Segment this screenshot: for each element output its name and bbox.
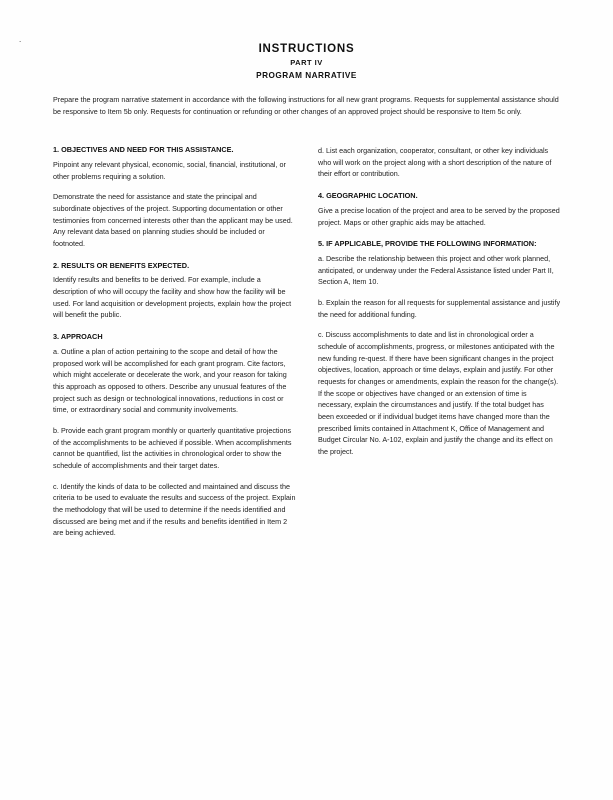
section-3-heading: 3. APPROACH: [53, 332, 103, 342]
section-2-heading: 2. RESULTS OR BENEFITS EXPECTED.: [53, 260, 190, 270]
intro-paragraph: Prepare the program narrative statement in accordance with the following instructions for all new grant programs. Requests for supplemental assistance should be responsive to Item 5b only. Requests for continuation or refunding or other changes of an approved project should be responsive to Item 5c only.: [53, 95, 559, 116]
section-5-item-a: a. Describe the relationship between this project and other work planned, anticipated, or underway under the Federal Assistance listed under Part II, Section A, Item 10.: [318, 254, 554, 287]
right-column: [318, 145, 561, 467]
section-1-paragraph-2: Demonstrate the need for assistance and state the principal and subordinate objectives of the project. Supporting documentation or other testimonies from concerned interests other than the applicant may be used. Any relevant data based on planning studies should be included or footnoted.: [53, 192, 293, 248]
section-3-item-c: c. Identify the kinds of data to be collected and maintained and discuss the criteria to be used to evaluate the results and success of the project. Explain the methodology that will be used to determine if the needs identified and discussed are being met and if the results and benefits identified in Item 2 are being achieved.: [53, 481, 296, 538]
section-3-item-d: d. List each organization, cooperator, consultant, or other key individuals who will work on the project along with a short description of the nature of their effort or contribution.: [318, 146, 552, 179]
section-5-item-c: c. Discuss accomplishments to date and list in chronological order a schedule of accomplishments, progress, or milestones anticipated with the new funding re-quest. If there have been significant changes in the project objectives, location, approach or time delays, explain and justify. For other requests for changes or amendments, explain the reason for the change(s). If the scope or objectives have changed or an extension of time is necessary, explain the circumstances and justify. If the total budget has been exceeded or if individual budget items have changed more than the prescribed limits contained in Attachment K, Office of Management and Budget Circular No. A-102, explain and justify the change and its effect on the project.: [318, 330, 559, 456]
document-header: [0, 42, 613, 82]
page-title: INSTRUCTIONS: [258, 43, 355, 55]
left-column: [53, 145, 296, 548]
section-3-item-a: a. Outline a plan of action pertaining to the scope and detail of how the proposed work will be accomplished for each grant program. Cite factors, which might accelerate or decelerate the work, and your reason for taking this approach as opposed to others. Describe any unusual features of the project such as design or technological innovations, reductions in cost or time, or extraordinary social and community involvements.: [53, 347, 287, 415]
section-1-paragraph-1: Pinpoint any relevant physical, economic, social, financial, institutional, or other problems requiring a solution.: [53, 159, 286, 181]
section-2-paragraph-1: Identify results and benefits to be derived. For example, include a description of who will occupy the facility and show how the facility will be used. For land acquisition or development projects, explain how the project will benefit the public.: [53, 275, 292, 320]
part-label: PART IV: [290, 58, 323, 68]
section-3-item-b: b. Provide each grant program monthly or quarterly quantitative projections of the accomplishments to be achieved if possible. When accomplishments cannot be quantified, list the activities in chronological order to show the schedule of accomplishments and their target dates.: [53, 425, 292, 470]
section-5-item-b: b. Explain the reason for all requests for supplemental assistance and justify the need for additional funding.: [318, 298, 561, 319]
section-1-heading: 1. OBJECTIVES AND NEED FOR THIS ASSISTANCE.: [53, 145, 234, 154]
page-subtitle: PROGRAM NARRATIVE: [256, 70, 357, 80]
corner-mark: .: [19, 35, 22, 44]
two-column-body: [53, 145, 561, 575]
section-5-heading: 5. IF APPLICABLE, PROVIDE THE FOLLOWING INFORMATION:: [318, 239, 537, 249]
section-4-paragraph-1: Give a precise location of the project and area to be served by the proposed project. Maps or other graphic aids may be attached.: [318, 205, 560, 227]
section-4-heading: 4. GEOGRAPHIC LOCATION.: [318, 190, 418, 200]
